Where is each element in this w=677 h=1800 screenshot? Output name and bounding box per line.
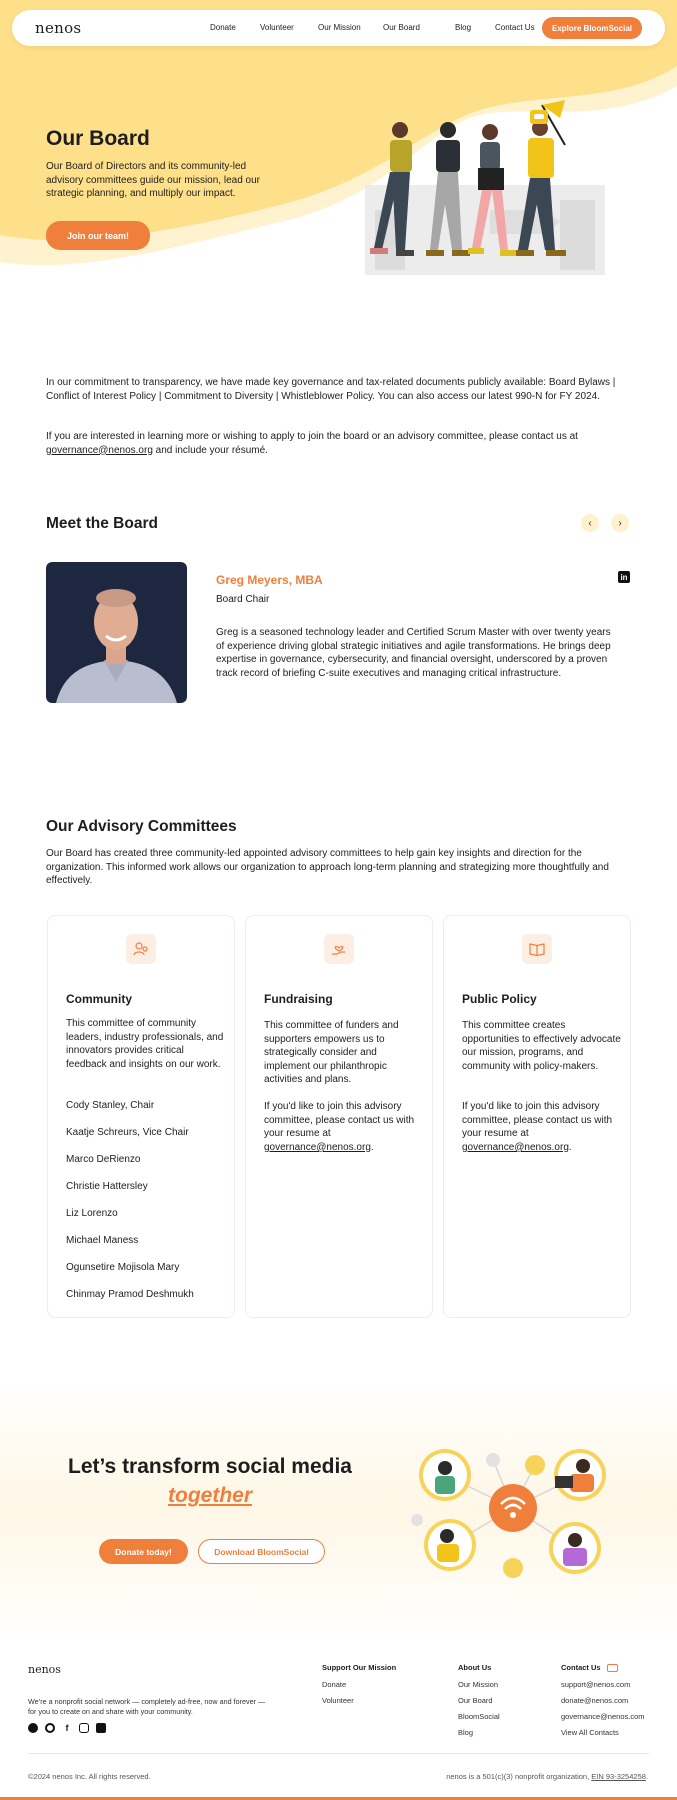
card-title: Community (66, 992, 132, 1006)
cta-heading-accent: together (168, 1484, 252, 1507)
community-icon (126, 934, 156, 964)
meet-the-board-heading: Meet the Board (46, 515, 158, 532)
committee-member: Kaatje Schreurs, Vice Chair (66, 1127, 189, 1138)
footer-tagline: We’re a nonprofit social network — completely ad-free, now and forever — for you to create on and share with your community. (28, 1697, 266, 1716)
copyright-text: ©2024 nenos Inc. All rights reserved. (28, 1772, 151, 1781)
card-contact (462, 1100, 622, 1154)
footer-col-title: Support Our Mission (322, 1663, 397, 1672)
linkedin-icon[interactable]: in (618, 571, 630, 583)
card-title: Public Policy (462, 992, 537, 1006)
committee-member: Michael Maness (66, 1235, 139, 1246)
footer-email-governance[interactable]: governance@nenos.com (561, 1712, 645, 1722)
apply-text: If you are interested in learning more or wishing to apply to join the board or an advisory committee, please contact us at (46, 431, 578, 442)
contact-text: If you'd like to join this advisory committee, please contact us with your resume at (462, 1101, 613, 1140)
facebook-icon[interactable]: f (65, 1723, 69, 1733)
footer-link-our-board[interactable]: Our Board (458, 1696, 493, 1705)
committee-member: Christie Hattersley (66, 1181, 148, 1192)
donate-today-button[interactable]: Donate today! (99, 1539, 188, 1564)
board-member-name: Greg Meyers, MBA (216, 573, 323, 587)
apply-paragraph (46, 430, 631, 457)
nav-link-contact-us[interactable]: Contact Us (495, 23, 535, 32)
committee-card-community (47, 915, 235, 1318)
footer-link-donate[interactable]: Donate (322, 1680, 347, 1689)
card-title: Fundraising (264, 992, 333, 1006)
mastodon-icon[interactable] (28, 1723, 38, 1733)
footer-link-volunteer[interactable]: Volunteer (322, 1696, 354, 1705)
nenos-logo[interactable]: nenos (35, 19, 82, 37)
contact-text-end: . (568, 1141, 572, 1153)
footer-link-blog[interactable]: Blog (458, 1728, 474, 1737)
board-member-photo (46, 562, 187, 703)
footer-divider (28, 1753, 649, 1754)
card-description: This committee creates opportunities to effectively advocate our mission, programs, and community with policy-makers. (462, 1020, 621, 1072)
advisory-intro: Our Board has created three community-led appointed advisory committees to help gain key insights and direction for the organization. This informed work allows our organization to approach long-term planning and strategizing more thoughtfully and effectively. (46, 848, 609, 886)
footer-email-donate[interactable]: donate@nenos.com (561, 1696, 629, 1706)
committee-member: Liz Lorenzo (66, 1208, 118, 1219)
apply-text-end: and include your résumé. (152, 444, 268, 456)
linkedin-icon[interactable] (96, 1723, 106, 1733)
committee-card-fundraising (245, 915, 433, 1318)
community-network-illustration (405, 1440, 630, 1590)
carousel-next-button[interactable]: › (611, 514, 629, 532)
card-description: This committee of funders and supporters empowers us to strategically consider and implement our philanthropic activities and plans. (264, 1020, 399, 1086)
board-member-role: Board Chair (216, 594, 270, 605)
team-walking-illustration (360, 100, 610, 285)
board-member-bio: Greg is a seasoned technology leader and Certified Scrum Master with over twenty years of experience driving global strategic initiatives and agile transformations. He brings deep expertise in governance, cybersecurity, and financial oversight, underscored by a proven track record of briefing C-suite executives and managing critical infrastructure. (216, 627, 611, 679)
carousel-prev-button[interactable]: ‹ (581, 514, 599, 532)
nav-link-blog[interactable]: Blog (455, 23, 472, 32)
committee-card-public-policy (443, 915, 631, 1318)
legal-text (380, 1772, 648, 1781)
footer-link-bloomsocial[interactable]: BloomSocial (458, 1712, 500, 1721)
nav-link-donate[interactable]: Donate (210, 23, 236, 32)
mail-icon (607, 1664, 618, 1672)
governance-email-link[interactable]: governance@nenos.org (46, 444, 153, 456)
committee-member: Ogunsetire Mojisola Mary (66, 1262, 180, 1273)
top-navbar (12, 10, 665, 46)
footer-col-support (322, 1663, 396, 1712)
footer-col-about (458, 1663, 500, 1744)
footer-link-view-all-contacts[interactable]: View All Contacts (561, 1728, 619, 1738)
footer-email-support[interactable]: support@nenos.com (561, 1680, 631, 1690)
hand-heart-icon (324, 934, 354, 964)
cta-heading: Let’s transform social media (68, 1455, 352, 1478)
instagram-icon[interactable] (79, 1723, 89, 1733)
governance-email-link[interactable]: governance@nenos.org (462, 1141, 569, 1153)
nav-link-our-mission[interactable]: Our Mission (318, 23, 361, 32)
contact-text-end: . (370, 1141, 374, 1153)
footer-link-our-mission[interactable]: Our Mission (458, 1680, 499, 1689)
contact-text: If you'd like to join this advisory committee, please contact us with your resume at (264, 1101, 415, 1140)
legal-text-end: . (645, 1772, 648, 1781)
committee-member: Marco DeRienzo (66, 1154, 141, 1165)
committee-member: Chinmay Pramod Deshmukh (66, 1289, 194, 1300)
social-links (28, 1723, 113, 1733)
explore-bloomsocial-button[interactable]: Explore BloomSocial (542, 17, 642, 39)
governance-email-link[interactable]: governance@nenos.org (264, 1141, 371, 1153)
footer-col-title (561, 1663, 645, 1672)
footer-logo[interactable]: nenos (28, 1663, 61, 1676)
download-bloomsocial-button[interactable]: Download BloomSocial (198, 1539, 325, 1564)
nav-link-volunteer[interactable]: Volunteer (260, 23, 294, 32)
advisory-committees-heading: Our Advisory Committees (46, 818, 237, 835)
open-book-icon (522, 934, 552, 964)
nav-link-our-board[interactable]: Our Board (383, 23, 420, 32)
hero-subtitle: Our Board of Directors and its community-led advisory committees guide our mission, lead our strategic planning, and multiply our impact. (46, 161, 260, 199)
footer-col-title: About Us (458, 1663, 492, 1672)
join-our-team-button[interactable]: Join our team! (46, 221, 150, 250)
page-title: Our Board (46, 127, 150, 150)
legal-text-start: nenos is a 501(c)(3) nonprofit organization, (446, 1772, 592, 1781)
card-description: This committee of community leaders, industry professionals, and innovators provides critical feedback and insights on our work. (66, 1018, 224, 1070)
contact-title-text: Contact Us (561, 1663, 601, 1672)
github-icon[interactable] (45, 1723, 55, 1733)
transparency-paragraph: In our commitment to transparency, we have made key governance and tax-related documents publicly available: Board Bylaws | Conflict of Interest Policy | Commitment to Diversity | Whistleblower Policy. You can also access our latest 990-N for FY 2024. (46, 377, 616, 402)
committee-member: Cody Stanley, Chair (66, 1100, 155, 1111)
card-contact (264, 1100, 424, 1154)
ein-link[interactable]: EIN 93-3254258 (591, 1772, 646, 1781)
footer-col-contact (561, 1663, 645, 1744)
